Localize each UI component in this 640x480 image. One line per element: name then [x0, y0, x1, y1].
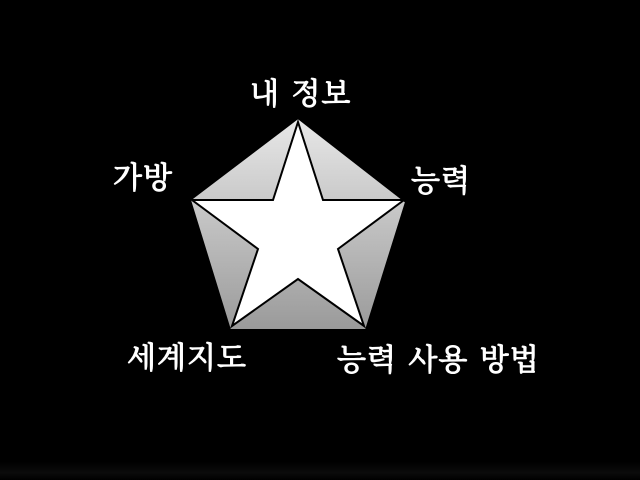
menu-item-bag[interactable]: 가방 [113, 161, 173, 196]
menu-item-my-info[interactable]: 내 정보 [250, 77, 352, 112]
menu-item-ability-howto[interactable]: 능력 사용 방법 [337, 343, 540, 378]
bottom-shadow-strip [0, 462, 640, 480]
menu-item-world-map[interactable]: 세계지도 [127, 341, 247, 376]
menu-item-ability[interactable]: 능력 [411, 164, 471, 199]
